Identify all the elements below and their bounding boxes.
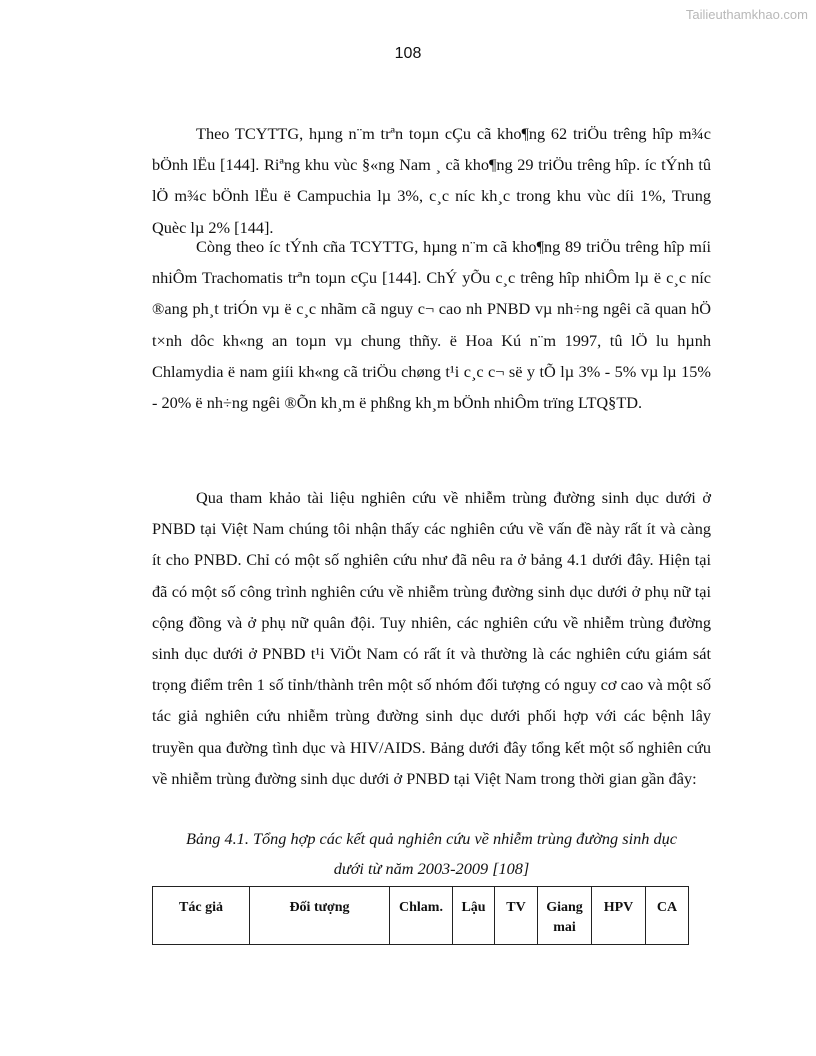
paragraph-vietnam-review: Qua tham khảo tài liệu nghiên cứu về nhiễm trùng đường sinh dục dưới ở PNBD tại Việt Nam chúng tôi nhận thấy các nghiên cứu về vấn đề này rất ít và càng ít cho PNBD. Chỉ có một số nghiên cứu như đã nêu ra ở bảng 4.1 dưới đây. Hiện tại đã có một số công trình nghiên cứu về nhiễm trùng đường sinh dục dưới ở phụ nữ tại cộng đồng và ở phụ nữ quân đội. Tuy nhiên, các nghiên cứu về nhiễm trùng đường sinh dục dưới ở PNBD t¹i ViÖt Nam có rất ít và thường là các nghiên cứu giám sát trọng điểm trên 1 số tỉnh/thành trên một số nhóm đối tượng có nguy cơ cao và một số tác giả nghiên cứu nhiễm trùng đường sinh dục dưới phối hợp với các bệnh lây truyền qua đường tình dục và HIV/AIDS. Bảng dưới đây tổng kết một số nghiên cứu về nhiễm trùng đường sinh dục dưới ở PNBD tại Việt Nam trong thời gian gần đây: (152, 488, 711, 788)
paragraph-chlamydia-stats: Còng theo íc tÝnh cña TCYTTG, hµng n¨m cã kho¶ng 89 triÖu trêng hîp míi nhiÔm Trachomatis trªn toµn cÇu [144]. ChÝ yÕu c¸c trêng hîp nhiÔm lµ ë c¸c níc ®ang ph¸t triÓn vµ ë c¸c nhãm cã nguy c¬ cao nh PNBD vµ nh÷ng ngêi cã quan hÖ t×nh dôc kh«ng an toµn vµ chung thñy. ë Hoa Kú n¨m 1997, tû lÖ lu hµnh Chlamydia ë nam giíi kh«ng cã triÖu chøng t¹i c¸c c¬ së y tÕ lµ 3% - 5% vµ lµ 15% - 20% ë nh÷ng ngêi ®Õn kh¸m ë phßng kh¸m bÖnh nhiÔm trïng LTQ§TD. (152, 237, 711, 413)
page-number: 108 (394, 45, 422, 62)
header-hpv: HPV (592, 887, 646, 945)
header-syphilis-line-2: mai (553, 920, 576, 935)
header-trichomonas: TV (495, 887, 538, 945)
table-caption-line-2: dưới từ năm 2003-2009 [108] (333, 859, 530, 878)
header-author: Tác giả (153, 887, 250, 945)
table-header-row (153, 887, 689, 945)
header-gonorrhea: Lậu (453, 887, 495, 945)
site-watermark: Tailieuthamkhao.com (685, 7, 808, 22)
header-chlamydia: Chlam. (390, 887, 453, 945)
results-table (152, 886, 689, 945)
header-syphilis-line-1: Giang (546, 900, 583, 915)
table-caption (152, 824, 711, 884)
header-candida: CA (646, 887, 689, 945)
header-subjects: Đối tượng (250, 887, 390, 945)
header-syphilis (538, 887, 592, 945)
paragraph-gonorrhea-stats: Theo TCYTTG, hµng n¨m trªn toµn cÇu cã kho¶ng 62 triÖu trêng hîp m¾c bÖnh lËu [144]. Riªng khu vùc §«ng Nam ¸ cã kho¶ng 29 triÖu trêng hîp. íc tÝnh tû lÖ m¾c bÖnh lËu ë Campuchia lµ 3%, c¸c níc kh¸c trong khu vùc díi 1%, Trung Quèc lµ 2% [144]. (152, 124, 711, 237)
table-caption-line-1: Bảng 4.1. Tổng hợp các kết quả nghiên cứu về nhiễm trùng đường sinh dục (186, 829, 677, 848)
